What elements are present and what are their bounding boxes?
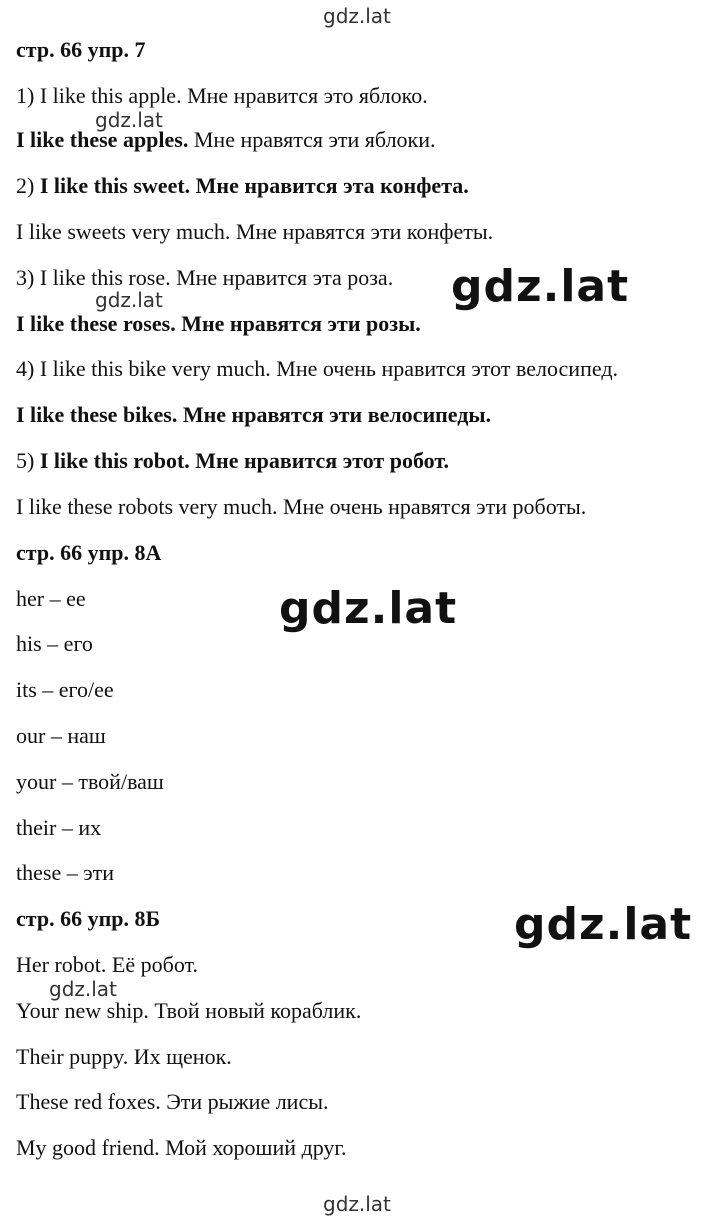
watermark-large-1: gdz.lat — [451, 261, 630, 312]
answer-text: I like this bike very much. Мне очень нравится этот велосипед. — [39, 356, 619, 381]
answer-line-3 — [16, 172, 469, 200]
vocab-line-1: her – ее — [16, 586, 86, 611]
phrase-line-3: Their puppy. Их щенок. — [16, 1044, 232, 1069]
vocab-line-5: your – твой/ваш — [16, 769, 164, 794]
watermark-small-3: gdz.lat — [49, 977, 117, 1001]
answer-text: I like sweets very much. Мне нравятся эти конфеты. — [16, 219, 494, 244]
phrase-line-2: Your new ship. Твой новый кораблик. — [16, 998, 362, 1023]
answer-bold-text: I like these apples. — [16, 127, 189, 152]
answer-line-1 — [16, 82, 428, 110]
section-heading-ex7: стр. 66 упр. 7 — [16, 37, 146, 62]
item-number: 3) — [16, 265, 40, 290]
watermark-large-2: gdz.lat — [279, 583, 458, 634]
item-number: 4) — [16, 356, 40, 381]
watermark-small-1: gdz.lat — [95, 108, 163, 132]
answer-line-6 — [16, 310, 421, 338]
answer-line-10 — [16, 493, 586, 521]
answer-line-7 — [16, 355, 618, 383]
vocab-line-4: our – наш — [16, 723, 106, 748]
phrase-line-4: These red foxes. Эти рыжие лисы. — [16, 1089, 329, 1114]
watermark-top: gdz.lat — [323, 4, 391, 28]
answer-text: I like this rose. Мне нравится эта роза. — [39, 265, 394, 290]
answer-line-4 — [16, 218, 493, 246]
answer-bold-text: I like these roses. Мне нравятся эти розы. — [16, 311, 421, 336]
section-heading-ex8a: стр. 66 упр. 8А — [16, 540, 162, 565]
item-number: 1) — [16, 83, 40, 108]
vocab-line-2: his – его — [16, 631, 93, 656]
answer-line-9 — [16, 447, 449, 475]
answer-line-5 — [16, 264, 393, 292]
answer-bold-text: I like these bikes. Мне нравятся эти велосипеды. — [16, 402, 492, 427]
vocab-line-7: these – эти — [16, 860, 115, 885]
answer-text: I like this apple. Мне нравится это яблоко. — [39, 83, 428, 108]
watermark-small-2: gdz.lat — [95, 288, 163, 312]
watermark-large-3: gdz.lat — [514, 899, 693, 950]
answer-line-8 — [16, 401, 491, 429]
vocab-line-3: its – его/ее — [16, 677, 114, 702]
answer-text: I like these robots very much. Мне очень нравятся эти роботы. — [16, 494, 587, 519]
item-number: 2) — [16, 173, 40, 198]
answer-text: Мне нравятся эти яблоки. — [188, 127, 436, 152]
section-heading-ex8b: стр. 66 упр. 8Б — [16, 906, 161, 931]
phrase-line-1: Her robot. Её робот. — [16, 952, 198, 977]
watermark-bottom: gdz.lat — [323, 1192, 391, 1216]
item-number: 5) — [16, 448, 40, 473]
answer-bold-text: I like this robot. Мне нравится этот робот. — [39, 448, 450, 473]
vocab-line-6: their – их — [16, 815, 102, 840]
answer-bold-text: I like this sweet. Мне нравится эта конфета. — [39, 173, 469, 198]
answer-line-2 — [16, 126, 436, 154]
phrase-line-5: My good friend. Мой хороший друг. — [16, 1135, 347, 1160]
